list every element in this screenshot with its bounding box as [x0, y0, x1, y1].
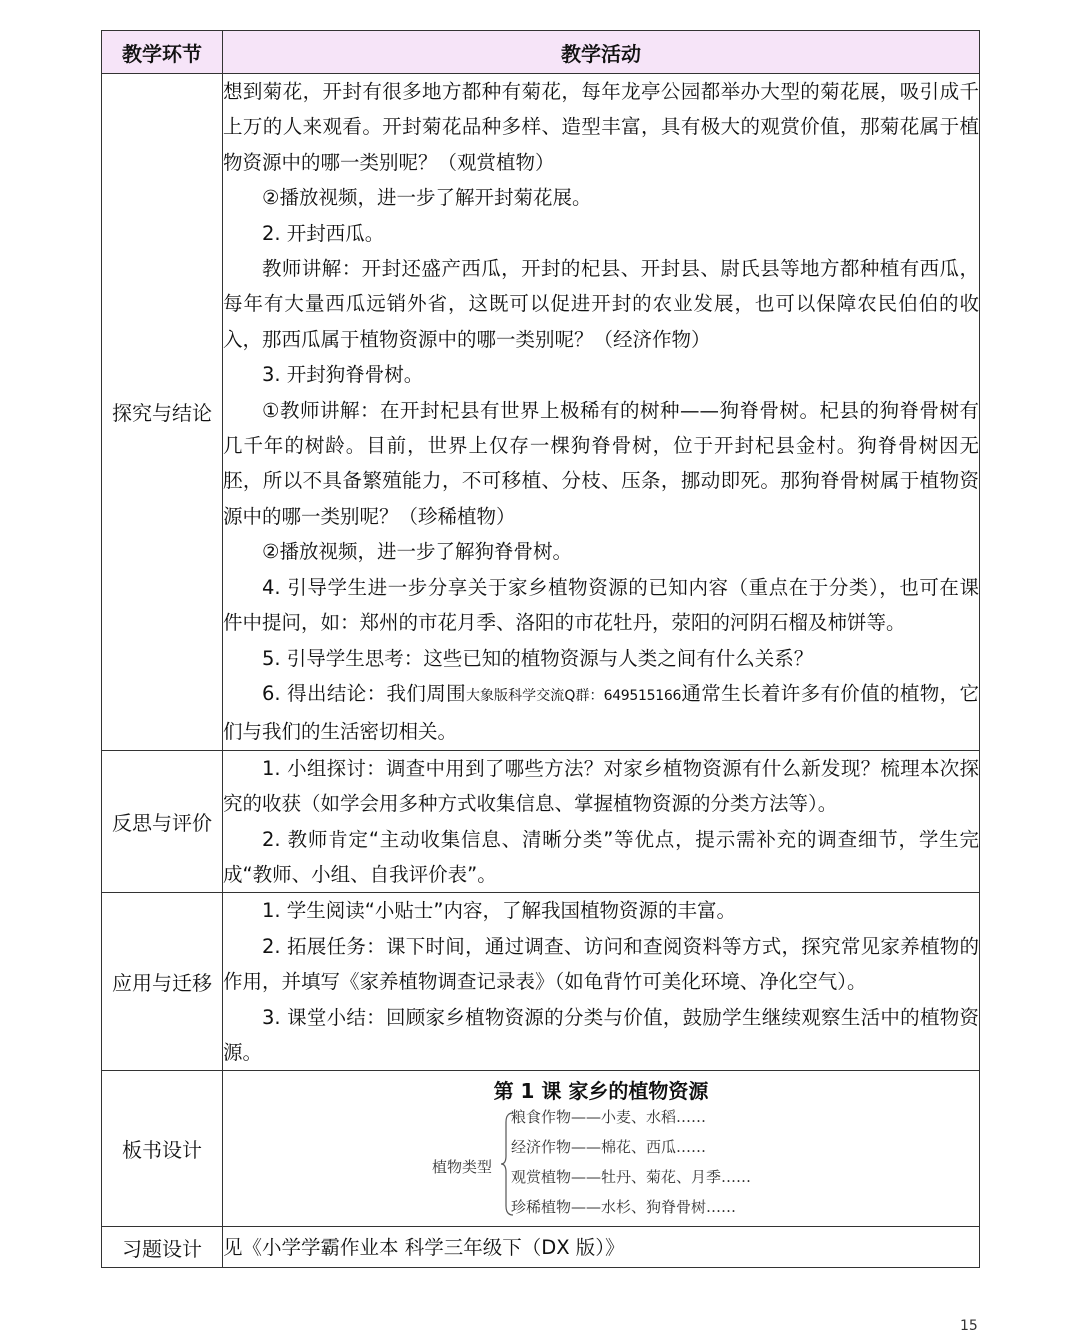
page-number: 15 [960, 1318, 978, 1334]
row-board [102, 1071, 980, 1227]
content-explore [223, 74, 980, 751]
board-row: 珍稀植物——水杉、狗脊骨树…… [511, 1198, 737, 1217]
text-line: 3. 开封狗脊骨树。 [262, 363, 424, 387]
text-line: 1. 小组探讨：调查中用到了哪些方法？对家乡植物资源有什么新发现？梳理本次探究的收获（如学会用多种方式收集信息、掌握植物资源的分类方法等）。 [223, 756, 979, 816]
text-line: 教师讲解：开封还盛产西瓜，开封的杞县、开封县、尉氏县等地方都种植有西瓜，每年有大量西瓜远销外省，这既可以促进开封的农业发展，也可以保障农民伯伯的收入，那西瓜属于植物资源中的哪一类别呢？（经济作物） [223, 257, 979, 351]
text-line: ①教师讲解：在开封杞县有世界上极稀有的树种——狗脊骨树。杞县的狗脊骨树有几千年的树龄。目前，世界上仅存一棵狗脊骨树，位于开封杞县金村。狗脊骨树因无胚，所以不具备繁殖能力，不可移植、分枝、压条，挪动即死。那狗脊骨树属于植物资源中的哪一类别呢？（珍稀植物） [223, 398, 979, 528]
text-line: 2. 开封西瓜。 [262, 221, 385, 245]
row-homework [102, 1227, 980, 1268]
stage-apply: 应用与迁移 [102, 893, 223, 1071]
stage-homework: 习题设计 [102, 1227, 223, 1268]
conclusion-prefix: 6. 得出结论：我们周围 [262, 681, 466, 705]
board-label: 植物类型 [432, 1158, 493, 1177]
content-apply [223, 893, 980, 1071]
text-line: 5. 引导学生思考：这些已知的植物资源与人类之间有什么关系？ [262, 646, 814, 670]
row-explore [102, 74, 980, 751]
text-line: 2. 教师肯定“主动收集信息、清晰分类”等优点，提示需补充的调查细节，学生完成“教师、小组、自我评价表”。 [223, 827, 979, 886]
content-board [223, 1071, 980, 1227]
text-line: 2. 拓展任务：课下时间，通过调查、访问和查阅资料等方式，探究常见家养植物的作用，并填写《家养植物调查记录表》（如龟背竹可美化环境、净化空气）。 [223, 934, 979, 994]
conclusion-suffix: 通常生长着许多有价值的植物，它们与我们的生活密切相关。 [223, 681, 979, 744]
text-line: 1. 学生阅读“小贴士”内容，了解我国植物资源的丰富。 [262, 899, 737, 923]
text-line: ②播放视频，进一步了解开封菊花展。 [262, 186, 592, 210]
stage-reflect: 反思与评价 [102, 750, 223, 893]
text-line: 4. 引导学生进一步分享关于家乡植物资源的已知内容（重点在于分类），也可在课件中提问，如：郑州的市花月季、洛阳的市花牡丹，荥阳的河阴石榴及柿饼等。 [223, 575, 979, 635]
header-row [102, 31, 980, 74]
row-reflect [102, 750, 980, 893]
board-diagram [223, 1104, 979, 1224]
header-activity: 教学活动 [223, 31, 980, 74]
board-title: 第 1 课 家乡的植物资源 [493, 1079, 709, 1104]
content-reflect [223, 750, 980, 893]
text-line: 想到菊花，开封有很多地方都种有菊花，每年龙亭公园都举办大型的菊花展，吸引成千上万的人来观看。开封菊花品种多样、造型丰富，具有极大的观赏价值，那菊花属于植物资源中的哪一类别呢？（观赏植物） [223, 80, 979, 174]
stage-explore: 探究与结论 [102, 74, 223, 751]
lesson-plan-table [101, 30, 980, 1268]
content-homework: 见《小学学霸作业本 科学三年级下（DX 版）》 [223, 1227, 980, 1268]
text-line: ②播放视频，进一步了解狗脊骨树。 [262, 540, 572, 564]
board-row: 粮食作物——小麦、水稻…… [511, 1108, 707, 1127]
board-row: 经济作物——棉花、西瓜…… [511, 1138, 707, 1157]
row-apply [102, 893, 980, 1071]
header-stage: 教学环节 [102, 31, 223, 74]
stage-board: 板书设计 [102, 1071, 223, 1227]
text-line: 3. 课堂小结：回顾家乡植物资源的分类与价值，鼓励学生继续观察生活中的植物资源。 [223, 1005, 979, 1064]
conclusion-line [223, 676, 979, 750]
board-row: 观赏植物——牡丹、菊花、月季…… [511, 1168, 752, 1187]
watermark-text: 大象版科学交流Q群：649515166 [465, 687, 682, 704]
